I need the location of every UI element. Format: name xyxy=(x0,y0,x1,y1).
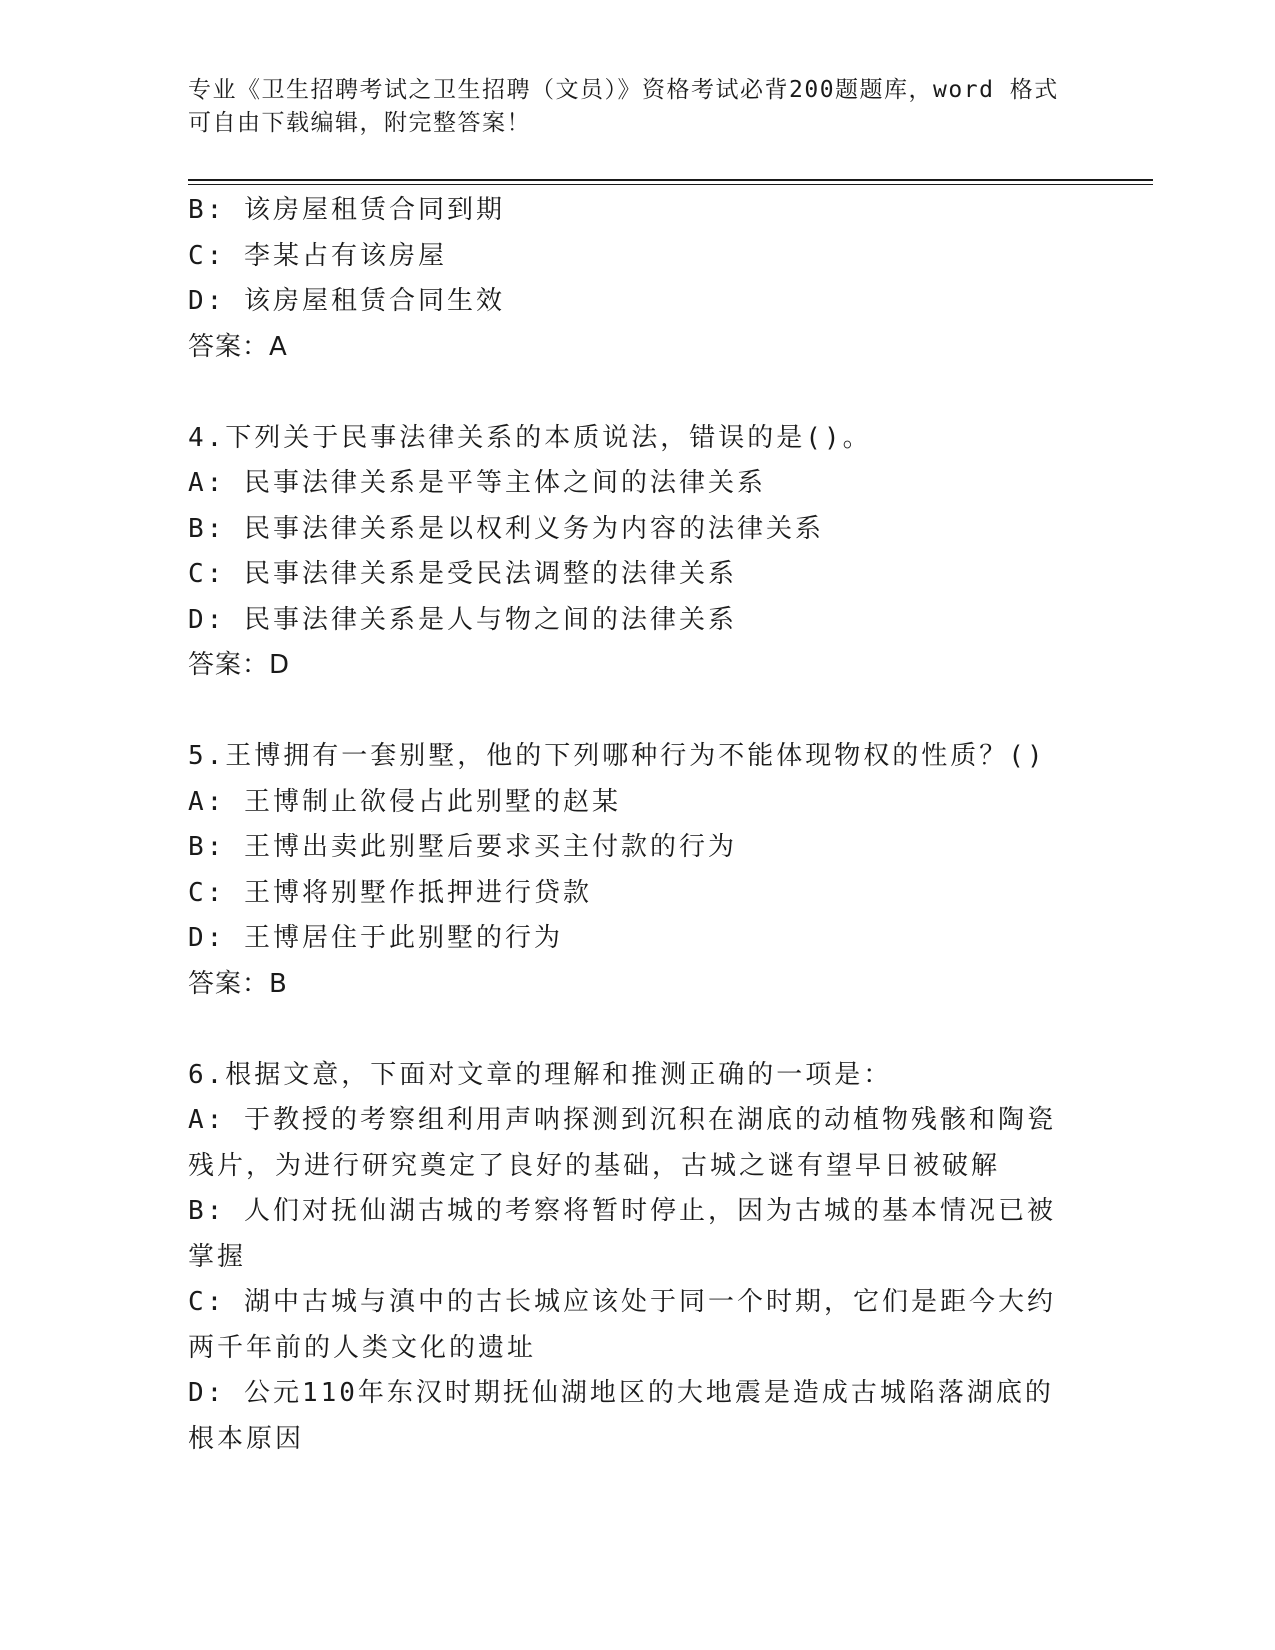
question-stem: 6.根据文意，下面对文章的理解和推测正确的一项是： xyxy=(188,1059,893,1090)
option-b: B: 王博出卖此别墅后要求买主付款的行为 xyxy=(188,832,737,862)
option-d: D: 民事法律关系是人与物之间的法律关系 xyxy=(188,604,737,635)
option-b: B: 该房屋租赁合同到期 xyxy=(188,195,505,225)
document-header xyxy=(188,74,1068,140)
question-stem: 5.王博拥有一套别墅，他的下列哪种行为不能体现物权的性质？() xyxy=(188,741,1046,771)
question-stem: 4.下列关于民事法律关系的本质说法，错误的是()。 xyxy=(188,422,872,453)
option-b: B: 人们对抚仙湖古城的考察将暂时停止，因为古城的基本情况已被掌握 xyxy=(188,1196,1056,1272)
header-title-line-1: 专业《卫生招聘考试之卫生招聘（文员）》资格考试必背200题题库，word 格式 xyxy=(188,77,1059,103)
question-block-6 xyxy=(188,1053,1068,1463)
option-c: C: 湖中古城与滇中的古长城应该处于同一个时期，它们是距今大约两千年前的人类文化的遗址 xyxy=(188,1287,1056,1363)
answer-line: 答案：A xyxy=(188,331,288,362)
option-c: C: 李某占有该房屋 xyxy=(188,240,447,271)
answer-line: 答案：B xyxy=(188,968,288,999)
answer-line: 答案：D xyxy=(188,650,291,680)
option-d: D: 王博居住于此别墅的行为 xyxy=(188,923,563,953)
option-a: A: 民事法律关系是平等主体之间的法律关系 xyxy=(188,468,766,498)
option-a: A: 于教授的考察组利用声呐探测到沉积在湖底的动植物残骸和陶瓷残片，为进行研究奠定了良好的基础，古城之谜有望早日被破解 xyxy=(188,1105,1056,1181)
option-d: D: 该房屋租赁合同生效 xyxy=(188,286,505,316)
header-title-line-2: 可自由下载编辑，附完整答案！ xyxy=(188,110,531,136)
option-c: C: 王博将别墅作抵押进行贷款 xyxy=(188,877,592,908)
header-divider-thick xyxy=(188,179,1153,181)
question-block-5 xyxy=(188,734,1068,1007)
page-content xyxy=(188,188,1068,1462)
question-block-prev xyxy=(188,188,1068,370)
option-c: C: 民事法律关系是受民法调整的法律关系 xyxy=(188,559,737,589)
option-d: D: 公元110年东汉时期抚仙湖地区的大地震是造成古城陷落湖底的根本原因 xyxy=(188,1378,1054,1454)
question-block-4 xyxy=(188,416,1068,689)
option-b: B: 民事法律关系是以权利义务为内容的法律关系 xyxy=(188,513,824,544)
header-divider-thin xyxy=(188,184,1153,185)
option-a: A: 王博制止欲侵占此别墅的赵某 xyxy=(188,786,621,817)
